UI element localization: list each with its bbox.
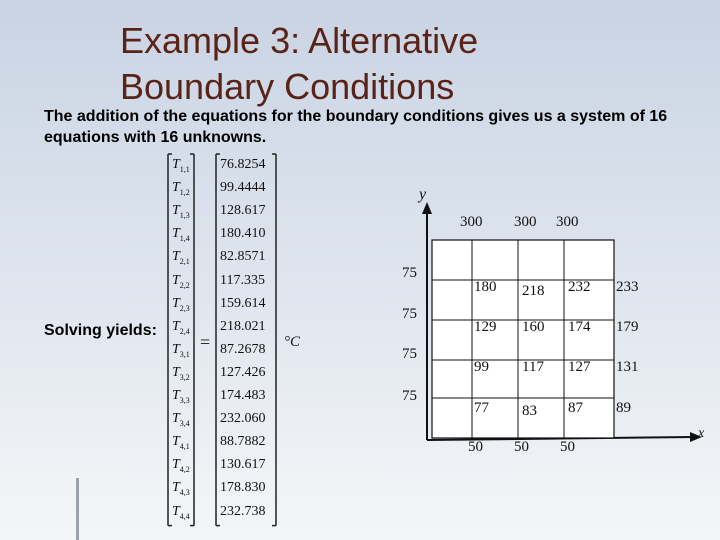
unknown-subscript: 2,3	[179, 303, 190, 313]
unknown-subscript: 3,4	[179, 418, 190, 428]
unknown-subscript: 3,1	[179, 349, 190, 359]
bottom-boundary-value: 50	[514, 439, 529, 455]
unknown-letter: T	[172, 480, 180, 496]
bottom-boundary-value: 50	[560, 439, 575, 455]
solution-value: 88.7882	[220, 434, 266, 450]
node-temperature: 83	[522, 403, 537, 419]
equals-sign: =	[200, 332, 211, 352]
unknown-letter: T	[172, 226, 180, 242]
unknown-subscript: 1,2	[179, 187, 190, 197]
unknown-letter: T	[172, 249, 180, 265]
solution-value: 82.8571	[220, 249, 266, 265]
node-temperature: 179	[616, 319, 639, 335]
solution-value: 218.021	[220, 318, 266, 334]
node-temperature: 117	[522, 359, 544, 375]
unknown-subscript: 4,1	[179, 441, 190, 451]
solution-value: 87.2678	[220, 341, 266, 357]
node-temperature: 160	[522, 319, 545, 335]
unknown-subscript: 1,1	[179, 164, 190, 174]
node-temperature: 232	[568, 279, 591, 295]
left-boundary-value: 75	[402, 265, 417, 281]
solution-value: 99.4444	[220, 180, 266, 196]
unknown-subscript: 1,4	[179, 234, 190, 244]
node-temperature: 218	[522, 283, 545, 299]
unknown-subscript: 1,3	[179, 210, 190, 220]
unknown-letter: T	[172, 272, 180, 288]
unknown-letter: T	[172, 411, 180, 427]
node-temperature: 77	[474, 400, 489, 416]
solution-value: 130.617	[220, 457, 266, 473]
unknown-letter: T	[172, 388, 180, 403]
unknown-subscript: 2,2	[179, 280, 190, 290]
node-temperature: 89	[616, 400, 631, 416]
unknown-subscript: 4,4	[179, 511, 190, 521]
unknown-subscript: 4,3	[179, 488, 190, 498]
node-temperature: 127	[568, 359, 591, 375]
unknown-letter: T	[172, 434, 180, 450]
title-line-2: Boundary Conditions	[120, 66, 455, 107]
solution-value: 178.830	[220, 480, 266, 496]
node-temperature: 99	[474, 359, 489, 375]
unknown-subscript: 3,3	[179, 395, 190, 405]
unknown-letter: T	[172, 341, 180, 357]
unknown-letter: T	[172, 295, 180, 311]
solution-value: 159.614	[220, 295, 266, 311]
title-line-1: Example 3: Alternative	[120, 20, 479, 61]
unit-label: °C	[284, 334, 301, 350]
node-temperature: 87	[568, 400, 583, 416]
solving-label: Solving yields:	[44, 322, 157, 339]
node-temperature: 131	[616, 359, 639, 375]
unknown-letter: T	[172, 203, 180, 219]
unknown-letter: T	[172, 180, 180, 196]
x-axis-label: x	[698, 426, 705, 441]
unknown-letter: T	[172, 318, 180, 334]
solution-value: 128.617	[220, 203, 266, 219]
intro-text: The addition of the equations for the boundary conditions gives us a system of 16 equations with 16 unknowns.	[44, 108, 668, 146]
node-temperature: 180	[474, 279, 497, 295]
node-temperature: 174	[568, 319, 591, 335]
bottom-boundary-value: 50	[468, 439, 483, 455]
unknown-letter: T	[172, 157, 180, 172]
unknown-letter: T	[172, 364, 180, 380]
y-axis-label: y	[419, 186, 427, 203]
left-boundary-value: 75	[402, 388, 417, 404]
node-temperature: 129	[474, 319, 497, 335]
solution-value: 232.060	[220, 411, 266, 427]
unknown-subscript: 4,2	[179, 465, 190, 475]
solution-value: 180.410	[220, 226, 266, 242]
solution-value: 117.335	[220, 272, 265, 288]
solution-value: 174.483	[220, 388, 266, 403]
unknown-subscript: 3,2	[179, 372, 190, 382]
node-temperature: 233	[616, 279, 639, 295]
unknown-letter: T	[172, 503, 180, 519]
solution-value: 76.8254	[220, 157, 266, 172]
unknown-subscript: 2,1	[179, 257, 190, 267]
left-boundary-value: 75	[402, 346, 417, 362]
unknown-letter: T	[172, 457, 180, 473]
solution-value: 127.426	[220, 364, 266, 380]
top-boundary-value: 300	[556, 214, 579, 230]
solution-value: 232.738	[220, 503, 266, 519]
unknown-subscript: 2,4	[179, 326, 190, 336]
top-boundary-value: 300	[514, 214, 537, 230]
top-boundary-value: 300	[460, 214, 483, 230]
left-boundary-value: 75	[402, 306, 417, 322]
